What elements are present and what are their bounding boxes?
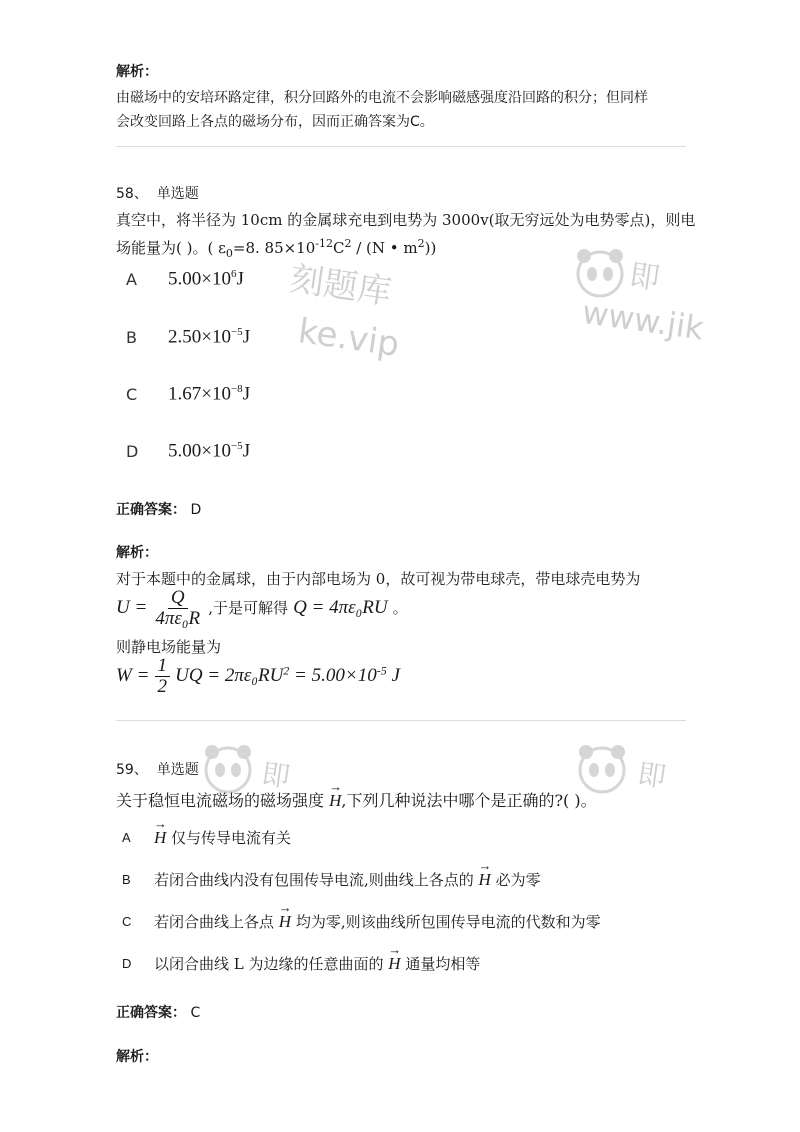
option-value: $2.50\times 10^{-5}J$ <box>168 326 251 348</box>
divider <box>116 146 686 147</box>
explain-text <box>116 86 696 134</box>
option-value: $1.67\times 10^{-8}J$ <box>168 383 251 405</box>
option-value: $5.00\times 10^6J$ <box>168 268 244 290</box>
option-letter: C <box>122 914 132 929</box>
option-d[interactable] <box>126 440 251 462</box>
question-header: 58、 单选题 <box>116 186 199 202</box>
option-c[interactable]: C 若闭合曲线上各点 → H 均为零,则该曲线所包围传导电流的代数和为零 <box>122 912 131 930</box>
explain-line: 会改变回路上各点的磁场分布，因而正确答案为C。 <box>116 114 434 130</box>
question-stem: 关于稳恒电流磁场的磁场强度 → H,下列几种说法中哪个是正确的?( )。 <box>116 788 597 811</box>
option-letter: C <box>126 385 138 404</box>
option-b[interactable] <box>126 326 251 348</box>
option-letter: B <box>122 872 131 887</box>
explain-label: 解析： <box>116 64 158 80</box>
equation-w: W = $\frac{1}{2}$ UQ = $2\pi\varepsilon_0RU^2 = 5.00\times 10^{-5}$ J <box>116 655 400 697</box>
question-header: 59、 单选题 <box>116 762 199 778</box>
option-d[interactable]: D 以闭合曲线 L 为边缘的任意曲面的 → H 通量均相等 <box>122 954 131 972</box>
watermark-text: 即 <box>635 757 668 794</box>
explain-text: 则静电场能量为 <box>116 638 222 656</box>
watermark-url: ke.vip <box>295 311 402 365</box>
equation-u: U = $\frac{Q}{\text{4πε₀R}}$ ,于是可解得 Q = 4πε₀RU 。 <box>116 587 408 629</box>
watermark-url: www.jik <box>579 292 707 348</box>
option-c[interactable] <box>126 383 251 405</box>
option-letter: D <box>126 442 139 461</box>
explain-line: 由磁场中的安培环路定律，积分回路外的电流不会影响磁感强度沿回路的积分；但同样 <box>116 90 648 106</box>
answer-value: D <box>190 502 202 518</box>
option-a[interactable] <box>126 268 244 290</box>
option-a[interactable]: A → H 仅与传导电流有关 <box>122 828 131 846</box>
watermark-text: 即 <box>627 258 662 297</box>
explain-label: 解析： <box>116 545 158 561</box>
question-number: 59 <box>116 762 134 778</box>
watermark-text: 刻题库 <box>287 259 394 313</box>
question-type: 单选题 <box>156 186 199 202</box>
option-letter: A <box>126 270 137 289</box>
correct-answer: 正确答案： C <box>116 1005 201 1021</box>
option-value: $5.00\times 10^{-5}J$ <box>168 440 251 462</box>
option-b[interactable]: B 若闭合曲线内没有包围传导电流,则曲线上各点的 → H 必为零 <box>122 870 131 888</box>
divider <box>116 720 686 721</box>
watermark-text: 即 <box>259 757 292 794</box>
question-stem: 真空中，将半径为 10cm 的金属球充电到电势为 3000v(取无穷远处为电势零点)，则电 场能量为( )。( $\varepsilon_0=8$. $85\times 10^{-12}C^2 / (N$ • $m^2$)) <box>116 211 696 260</box>
correct-answer: 正确答案： D <box>116 502 202 518</box>
question-type: 单选题 <box>156 762 199 778</box>
option-letter: B <box>126 328 137 347</box>
question-number: 58 <box>116 186 134 202</box>
answer-value: C <box>190 1005 201 1021</box>
option-letter: A <box>122 830 131 845</box>
option-letter: D <box>122 956 132 971</box>
explain-text: 对于本题中的金属球，由于内部电场为 0，故可视为带电球壳，带电球壳电势为 <box>116 570 641 588</box>
explain-label: 解析： <box>116 1049 158 1065</box>
